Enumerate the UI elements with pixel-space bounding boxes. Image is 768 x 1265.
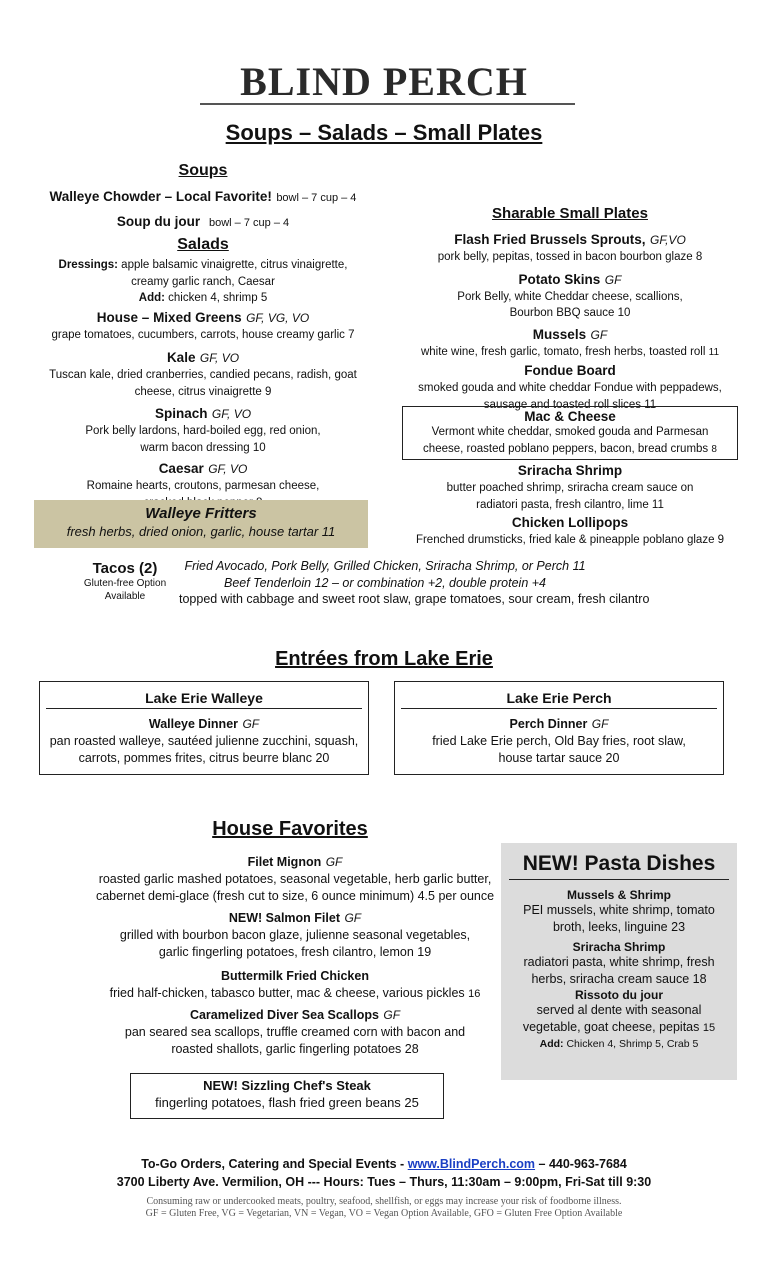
salmon-name: NEW! Salmon Filet — [228, 911, 340, 925]
soup-du-jour-name: Soup du jour — [116, 214, 201, 229]
salads-section — [20, 236, 386, 511]
brussels-desc: pork belly, pepitas, tossed in bacon bourbon glaze 8 — [437, 251, 703, 263]
pasta-add-text: Chicken 4, Shrimp 5, Crab 5 — [566, 1038, 699, 1050]
sriracha-shrimp-desc1: butter poached shrimp, sriracha cream sauce on — [446, 482, 694, 494]
perch-box-title: Lake Erie Perch — [506, 690, 612, 706]
potato-skins-item — [400, 271, 740, 322]
potato-skins-name: Potato Skins — [518, 271, 601, 287]
pasta-add-label: Add: — [539, 1038, 564, 1050]
fondue-desc1: smoked gouda and white cheddar Fondue with peppadews, — [418, 382, 722, 394]
potato-skins-desc2: Bourbon BBQ sauce 10 — [509, 307, 631, 319]
house-favorites-section — [60, 853, 530, 1058]
tacos-name: Tacos (2) — [92, 560, 158, 577]
spinach-salad-tag: GF, VO — [211, 407, 252, 421]
salmon-item — [60, 909, 530, 961]
spinach-salad-item — [20, 405, 386, 456]
fondue-desc2: sausage and toasted roll slices 11 — [483, 398, 657, 411]
mac-and-cheese-desc1: Vermont white cheddar, smoked gouda and Parmesan — [431, 426, 709, 438]
small-plates-section — [400, 205, 740, 413]
mussels-price: 11 — [708, 346, 720, 358]
filet-desc2: cabernet demi-glace (fresh cut to size, 6 ounce minimum) 4.5 per ounce — [95, 889, 495, 903]
brussels-tag: GF,VO — [649, 233, 686, 247]
soup-du-jour-item — [20, 213, 386, 231]
fried-chicken-desc: fried half-chicken, tabasco butter, mac & cheese, various pickles — [109, 986, 465, 1000]
chicken-lollipops-desc: Frenched drumsticks, fried kale & pineapple poblano glaze 9 — [415, 534, 725, 546]
pasta-risotto-name: Rissoto du jour — [575, 988, 663, 1002]
scallops-desc1: pan seared sea scallops, truffle creamed corn with bacon and — [124, 1025, 466, 1039]
chicken-lollipops-item — [400, 514, 740, 549]
potato-skins-desc1: Pork Belly, white Cheddar cheese, scallions, — [457, 290, 683, 303]
mussels-item — [400, 326, 740, 362]
spinach-salad-desc1: Pork belly lardons, hard-boiled egg, red onion, — [85, 425, 321, 437]
scallops-name: Caramelized Diver Sea Scallops — [189, 1008, 379, 1022]
fried-chicken-name: Buttermilk Fried Chicken — [221, 969, 369, 983]
footer-address-hours: 3700 Liberty Ave. Vermilion, OH --- Hours: Tues – Thurs, 11:30am – 9:00pm, Fri-Sat till 9:30 — [116, 1175, 652, 1189]
tacos-desc — [170, 558, 600, 592]
salmon-tag: GF — [344, 911, 362, 925]
mac-and-cheese-desc2: cheese, roasted poblano peppers, bacon, bread crumbs — [423, 442, 709, 455]
dressings-line1: apple balsamic vinaigrette, citrus vinaigrette, — [121, 259, 348, 271]
salmon-desc2: garlic fingerling potatoes, fresh cilantro, lemon 19 — [158, 945, 432, 959]
pasta-risotto-desc1: served al dente with seasonal — [536, 1003, 702, 1017]
salad-add-text: chicken 4, shrimp 5 — [168, 292, 268, 304]
soup-du-jour-price: bowl – 7 cup – 4 — [209, 217, 290, 229]
mussels-desc: white wine, fresh garlic, tomato, fresh herbs, toasted roll — [420, 345, 706, 358]
chicken-lollipops-name: Chicken Lollipops — [511, 515, 629, 530]
perch-dinner-tag: GF — [591, 717, 609, 731]
kale-salad-item — [20, 349, 386, 400]
tacos-line1: Fried Avocado, Pork Belly, Grilled Chicken, Sriracha Shrimp, or Perch 11 — [184, 559, 586, 573]
walleye-entree-box — [39, 681, 369, 775]
dressings-line2: creamy garlic ranch, Caesar — [131, 275, 275, 288]
pasta-risotto-desc-line2 — [501, 1019, 737, 1037]
fried-chicken-item — [60, 967, 530, 1003]
page-title: Soups – Salads – Small Plates — [225, 120, 543, 145]
spinach-salad-name: Spinach — [154, 406, 208, 421]
small-plates-section-2 — [400, 462, 740, 549]
mussels-name: Mussels — [532, 326, 587, 342]
walleye-chowder-item — [20, 188, 386, 206]
pasta-dishes-box — [501, 843, 737, 1080]
footer-legend: GF = Gluten Free, VG = Vegetarian, VN = Vegan, VO = Vegan Option Available, GFO = Gluten Free Option Available — [145, 1208, 623, 1219]
chefs-steak-desc: fingerling potatoes, flash fried green beans 25 — [155, 1095, 419, 1110]
walleye-dinner-name: Walleye Dinner — [148, 717, 239, 731]
house-salad-name: House – Mixed Greens — [96, 309, 242, 325]
footer-disclaimer: Consuming raw or undercooked meats, poultry, seafood, shellfish, or eggs may increase your risk of foodborne illness. — [146, 1196, 622, 1207]
walleye-dinner-desc2: carrots, pommes frites, citrus beurre blanc 20 — [78, 751, 330, 765]
sriracha-shrimp-name: Sriracha Shrimp — [517, 463, 623, 478]
mac-and-cheese-price: 8 — [711, 443, 717, 455]
house-salad-tag: GF, VG, VO — [246, 310, 310, 325]
sriracha-shrimp-desc2: radiatori pasta, fresh cilantro, lime 11 — [476, 498, 664, 511]
house-salad-desc: grape tomatoes, cucumbers, carrots, house creamy garlic 7 — [51, 328, 355, 341]
logo-underline — [200, 103, 575, 105]
walleye-chowder-price: bowl – 7 cup – 4 — [276, 192, 357, 204]
walleye-dinner-desc1: pan roasted walleye, sautéed julienne zucchini, squash, — [49, 734, 359, 748]
pasta-mussels-desc1: PEI mussels, white shrimp, tomato — [523, 903, 715, 917]
pasta-add-line — [501, 1038, 737, 1050]
perch-dinner-name: Perch Dinner — [509, 717, 588, 731]
salads-heading: Salads — [177, 236, 229, 253]
soups-section — [20, 162, 386, 231]
mussels-tag: GF — [590, 327, 608, 342]
mac-and-cheese-desc-line2 — [403, 441, 737, 459]
walleye-fritters-desc: fresh herbs, dried onion, garlic, house tartar 11 — [66, 524, 336, 539]
walleye-dinner-tag: GF — [242, 717, 260, 731]
small-plates-heading: Sharable Small Plates — [492, 205, 648, 222]
fondue-name: Fondue Board — [524, 363, 616, 378]
kale-salad-desc2: cheese, citrus vinaigrette 9 — [134, 385, 272, 398]
tacos-gf-note2: Available — [104, 591, 146, 602]
dressings-text — [20, 257, 386, 307]
salmon-desc1: grilled with bourbon bacon glaze, julienne seasonal vegetables, — [119, 928, 471, 942]
tacos-line2: Beef Tenderloin 12 – or combination +2, double protein +4 — [224, 576, 546, 590]
kale-salad-tag: GF, VO — [199, 351, 240, 365]
sriracha-shrimp-item — [400, 462, 740, 513]
perch-entree-box — [394, 681, 724, 775]
caesar-salad-desc1: Romaine hearts, croutons, parmesan cheese, — [86, 480, 320, 492]
pasta-risotto-price: 15 — [702, 1022, 716, 1034]
kale-salad-name: Kale — [166, 350, 196, 365]
caesar-salad-name: Caesar — [158, 461, 204, 476]
pasta-sriracha-desc1: radiatori pasta, white shrimp, fresh — [523, 955, 715, 969]
pasta-divider — [509, 879, 729, 880]
tacos-gf-note1: Gluten-free Option — [83, 578, 167, 589]
dressings-label: Dressings: — [58, 259, 118, 271]
mac-and-cheese-name: Mac & Cheese — [524, 409, 616, 424]
chefs-steak-box — [130, 1073, 444, 1119]
entrees-heading: Entrées from Lake Erie — [275, 648, 493, 670]
brussels-name: Flash Fried Brussels Sprouts, — [454, 232, 646, 247]
pasta-sriracha-desc2: herbs, sriracha cream sauce 18 — [531, 972, 707, 986]
caesar-salad-tag: GF, VO — [208, 462, 248, 476]
brussels-item — [400, 231, 740, 266]
mussels-desc-line — [400, 344, 740, 362]
footer-orders-text: To-Go Orders, Catering and Special Events - — [141, 1157, 405, 1171]
pasta-sriracha-name: Sriracha Shrimp — [572, 940, 666, 954]
potato-skins-tag: GF — [604, 272, 622, 287]
soups-heading: Soups — [178, 162, 228, 179]
scallops-tag: GF — [383, 1008, 401, 1022]
spinach-salad-desc2: warm bacon dressing 10 — [140, 441, 266, 454]
walleye-fritters-box — [34, 500, 368, 548]
pasta-mussels-desc2: broth, leeks, linguine 23 — [552, 920, 686, 934]
tacos-line3: topped with cabbage and sweet root slaw, grape tomatoes, sour cream, fresh cilantro — [179, 592, 650, 606]
pasta-mussels-name: Mussels & Shrimp — [566, 888, 672, 902]
fried-chicken-price: 16 — [468, 988, 481, 1000]
pasta-dishes-heading: NEW! Pasta Dishes — [522, 852, 716, 875]
filet-tag: GF — [325, 855, 343, 869]
scallops-desc2: roasted shallots, garlic fingerling potatoes 28 — [171, 1042, 419, 1056]
walleye-chowder-name: Walleye Chowder – Local Favorite! — [49, 189, 272, 204]
pasta-risotto-desc2: vegetable, goat cheese, pepitas — [522, 1020, 700, 1034]
house-favorites-heading: House Favorites — [212, 818, 368, 840]
salad-add-label: Add: — [138, 292, 165, 304]
filet-desc1: roasted garlic mashed potatoes, seasonal vegetable, herb garlic butter, — [98, 872, 492, 886]
perch-dinner-desc1: fried Lake Erie perch, Old Bay fries, root slaw, — [432, 734, 686, 748]
perch-dinner-desc2: house tartar sauce 20 — [498, 751, 620, 765]
kale-salad-desc1: Tuscan kale, dried cranberries, candied pecans, radish, goat — [49, 369, 357, 381]
mac-and-cheese-box — [402, 406, 738, 460]
logo: BLIND PERCH — [240, 59, 528, 104]
website-link[interactable]: www.BlindPerch.com — [407, 1157, 536, 1171]
walleye-box-title: Lake Erie Walleye — [145, 690, 263, 706]
chefs-steak-name: NEW! Sizzling Chef's Steak — [203, 1078, 371, 1093]
footer-line1 — [0, 1157, 768, 1171]
perch-box-divider — [401, 708, 717, 709]
footer-phone: – 440-963-7684 — [538, 1157, 627, 1171]
scallops-item — [60, 1006, 530, 1058]
filet-item — [60, 853, 530, 905]
filet-name: Filet Mignon — [247, 855, 322, 869]
tacos-label — [72, 560, 178, 603]
fried-chicken-desc-line — [60, 985, 530, 1003]
walleye-fritters-name: Walleye Fritters — [145, 505, 257, 522]
house-salad-item — [20, 309, 386, 344]
walleye-box-divider — [46, 708, 362, 709]
